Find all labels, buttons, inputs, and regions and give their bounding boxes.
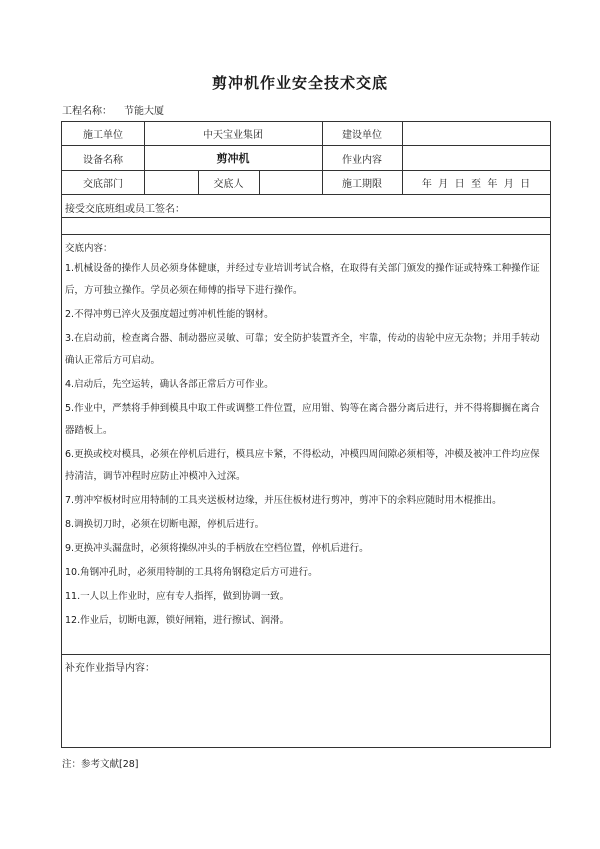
label-construction-period: 施工期限 xyxy=(342,179,382,190)
content-item: 10.角钢冲孔时，必须用特制的工具将角钢稳定后方可进行。 xyxy=(65,567,318,578)
content-item: 5.作业中，严禁将手伸到模具中取工件或调整工件位置，应用钳、钩等在离合器分离后进行，并不得将脚搁在离合器踏板上。 xyxy=(65,403,540,436)
col-divider xyxy=(259,170,260,194)
content-item: 1.机械设备的操作人员必须身体健康，并经过专业培训考试合格，在取得有关部门颁发的操作证或特殊工种操作证后，方可独立操作。学员必须在师傅的指导下进行操作。 xyxy=(65,263,540,296)
content-item: 11.一人以上作业时，应有专人指挥，做到协调一致。 xyxy=(65,591,290,602)
content-item: 3.在启动前，检查离合器、制动器应灵敏、可靠；安全防护装置齐全，牢靠，传动的齿轮中应无杂物；并用手转动确认正常后方可启动。 xyxy=(65,333,540,366)
value-client-unit xyxy=(402,122,550,145)
disclosure-table xyxy=(61,121,551,748)
value-construction-unit: 中天宝业集团 xyxy=(203,130,263,141)
label-disclosure-person: 交底人 xyxy=(213,179,244,190)
content-item: 12.作业后，切断电源，锁好闸箱，进行擦试、润滑。 xyxy=(65,615,290,626)
label-disclosure-dept: 交底部门 xyxy=(83,179,123,190)
disclosure-content xyxy=(65,240,547,634)
supplement-label: 补充作业指导内容： xyxy=(65,663,155,674)
content-heading: 交底内容： xyxy=(65,243,113,254)
content-item: 9.更换冲头漏盘时，必须将操纵冲头的手柄放在空档位置，停机后进行。 xyxy=(65,543,369,554)
label-construction-unit: 施工单位 xyxy=(83,130,123,141)
value-work-content xyxy=(402,146,550,170)
content-item: 2.不得冲剪已淬火及强度超过剪冲机性能的钢材。 xyxy=(65,309,274,320)
page-title: 剪冲机作业安全技术交底 xyxy=(211,74,388,92)
value-equipment-name: 剪冲机 xyxy=(216,152,250,165)
row-divider xyxy=(62,234,550,235)
project-name-label: 工程名称： xyxy=(62,106,112,117)
row-divider xyxy=(62,194,550,195)
label-client-unit: 建设单位 xyxy=(342,130,382,141)
content-item: 4.启动后，先空运转，确认各部正常后方可作业。 xyxy=(65,379,274,390)
period-date-range: 年 月 日 至 年 月 日 xyxy=(421,179,531,190)
label-equipment-name: 设备名称 xyxy=(83,154,123,166)
row-divider xyxy=(62,654,550,655)
row-divider xyxy=(62,217,550,218)
reference-note: 注：参考文献[28] xyxy=(62,759,139,770)
project-name xyxy=(62,102,164,117)
project-name-value: 节能大厦 xyxy=(124,106,164,117)
content-item: 7.剪冲窄板材时应用特制的工具夹送板材边缘，并压住板材进行剪冲，剪冲下的余料应随时用木棍推出。 xyxy=(65,495,502,506)
col-divider xyxy=(144,170,145,194)
label-work-content: 作业内容 xyxy=(342,154,382,166)
content-item: 8.调换切刀时，必须在切断电源，停机后进行。 xyxy=(65,519,265,530)
content-item: 6.更换或校对模具，必须在停机后进行，模具应卡紧，不得松动，冲模四周间隙必须相等，冲模及被冲工件均应保持清洁，调节冲程时应防止冲模冲入过深。 xyxy=(65,449,540,482)
signature-label: 接受交底班组或员工签名： xyxy=(65,204,185,215)
